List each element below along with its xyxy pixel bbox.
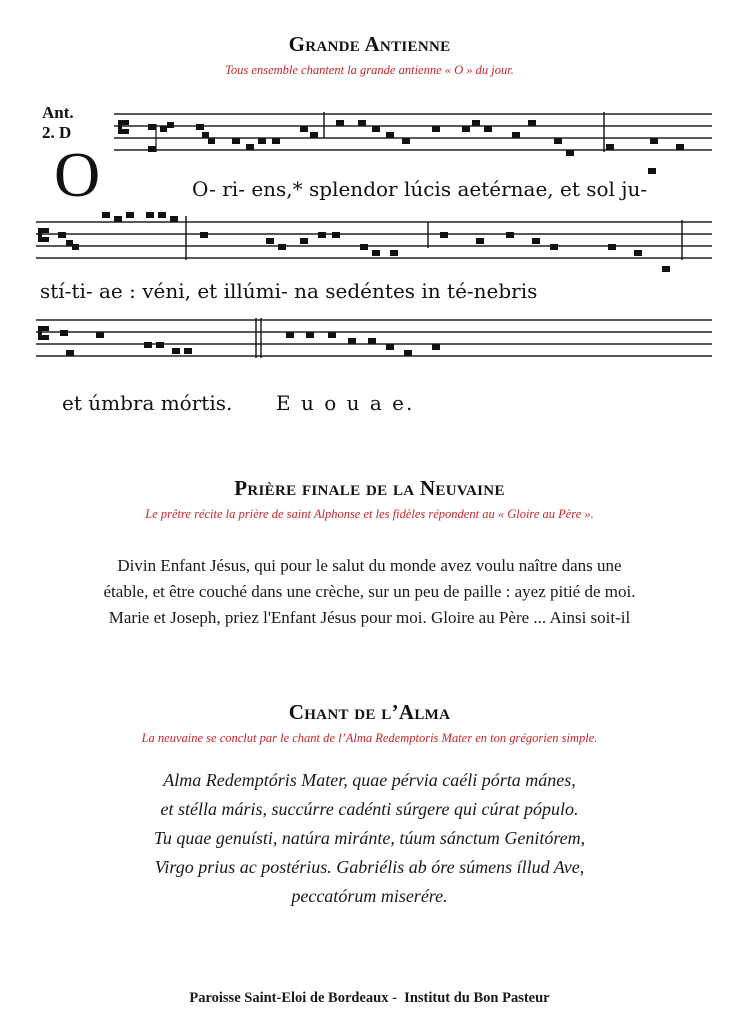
prayer-text xyxy=(40,553,699,631)
euouae: E u o u a e. xyxy=(276,391,415,415)
prayer-line: étable, et être couché dans une crèche, sur un peu de paille : ayez pitié de moi. xyxy=(103,582,636,601)
prayer-rubric: Le prêtre récite la prière de saint Alphonse et les fidèles répondent au « Gloire au Père ». xyxy=(145,507,594,521)
neumes-2 xyxy=(58,212,670,272)
mode-label-2: 2. D xyxy=(42,123,72,142)
antiphon-title: Grande Antienne xyxy=(288,32,451,56)
alma-rubric: La neuvaine se conclut par le chant de l’Alma Redemptoris Mater en ton grégorien simple. xyxy=(141,731,598,745)
prayer-line: Marie et Joseph, priez l'Enfant Jésus pour moi. Gloire au Père ... Ainsi soit-il xyxy=(108,608,631,627)
alma-line: Virgo prius ac postérius. Gabriélis ab óre súmens íllud Ave, xyxy=(154,857,585,877)
initial-letter: O xyxy=(54,139,101,210)
alma-line: peccatórum miserére. xyxy=(291,886,448,906)
alma-line: et stélla máris, succúrre cadénti súrgere qui cúrat pópulo. xyxy=(160,799,579,819)
alma-line: Alma Redemptóris Mater, quae pérvia caéli pórta mánes, xyxy=(163,770,576,790)
gregorian-chant-score xyxy=(36,98,712,418)
lyric-line-3: et úmbra mórtis. xyxy=(62,391,233,415)
prayer-title: Prière finale de la Neuvaine xyxy=(234,476,505,500)
neumes-3 xyxy=(60,330,440,356)
alma-line: Tu quae genuísti, natúra miránte, túum sánctum Genitórem, xyxy=(153,828,586,848)
alma-text xyxy=(40,766,699,911)
antiphon-rubric: Tous ensemble chantent la grande antienne « O » du jour. xyxy=(225,63,514,77)
page-footer: Paroisse Saint-Eloi de Bordeaux - Institut du Bon Pasteur xyxy=(189,990,550,1006)
lyric-line-2: stí-ti- ae : véni, et illúmi- na sedéntes in té-nebris xyxy=(40,279,538,303)
alma-title: Chant de l’Alma xyxy=(288,700,451,724)
lyric-line-1: O- ri- ens,* splendor lúcis aetérnae, et sol ju- xyxy=(192,177,648,201)
prayer-line: Divin Enfant Jésus, qui pour le salut du monde avez voulu naître dans une xyxy=(117,556,622,575)
mode-label-1: Ant. xyxy=(42,103,74,122)
